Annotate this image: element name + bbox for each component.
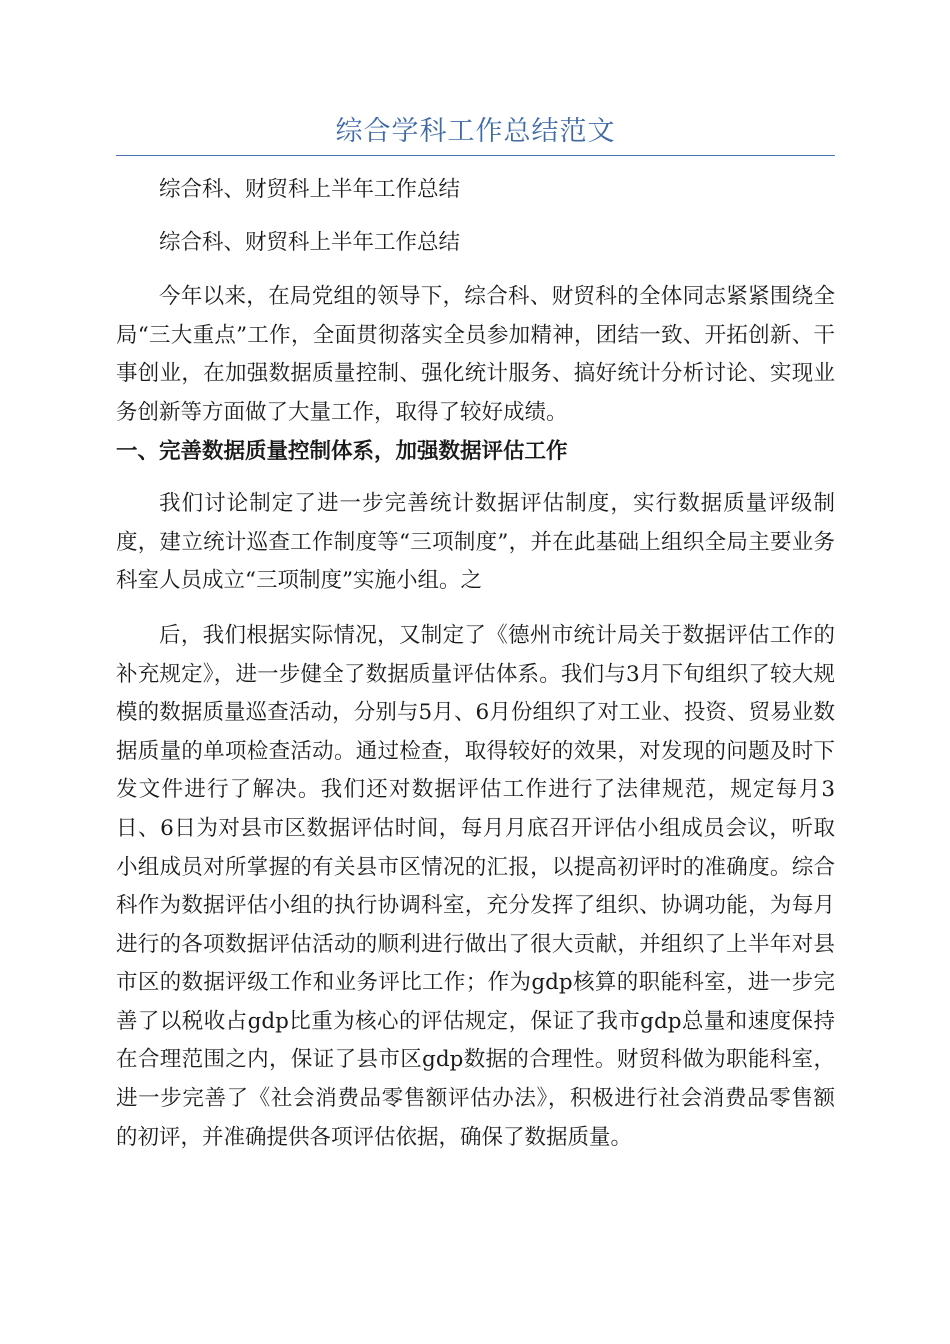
section-heading-1: 一、完善数据质量控制体系，加强数据评估工作 xyxy=(116,438,568,464)
paragraph-section1-part1: 我们讨论制定了进一步完善统计数据评估制度，实行数据质量评级制度，建立统计巡查工作制度等“三项制度”，并在此基础上组织全局主要业务科室人员成立“三项制度”实施小组。之 xyxy=(116,491,835,594)
paragraph-section1-part2: 后，我们根据实际情况，又制定了《德州市统计局关于数据评估工作的补充规定》，进一步健全了数据质量评估体系。我们与3月下旬组织了较大规模的数据质量巡查活动，分别与5月、6月份组织了对工业、投资、贸易业数据质量的单项检查活动。通过检查，取得较好的效果，对发现的问题及时下发文件进行了解决。我们还对数据评估工作进行了法律规范，规定每月3日、6日为对县市区数据评估时间，每月月底召开评估小组成员会议，听取小组成员对所掌握的有关县市区情况的汇报，以提高初评时的准确度。综合科作为数据评估小组的执行协调科室，充分发挥了组织、协调功能，为每月进行的各项数据评估活动的顺利进行做出了很大贡献，并组织了上半年对县市区的数据评级工作和业务评比工作；作为gdp核算的职能科室，进一步完善了以税收占gdp比重为核心的评估规定，保证了我市gdp总量和速度保持在合理范围之内，保证了县市区gdp数据的合理性。财贸科做为职能科室，进一步完善了《社会消费品零售额评估办法》，积极进行社会消费品零售额的初评，并准确提供各项评估依据，确保了数据质量。 xyxy=(116,622,835,1150)
title-underline xyxy=(116,155,835,156)
paragraph-intro: 今年以来，在局党组的领导下，综合科、财贸科的全体同志紧紧围绕全局“三大重点”工作，全面贯彻落实全员参加精神，团结一致、开拓创新、干事创业，在加强数据质量控制、强化统计服务、搞好统计分析讨论、实现业务创新等方面做了大量工作，取得了较好成绩。 xyxy=(116,284,835,425)
paragraph-subtitle-1: 综合科、财贸科上半年工作总结 xyxy=(159,177,461,202)
paragraph-subtitle-2: 综合科、财贸科上半年工作总结 xyxy=(159,229,461,255)
document-title: 综合学科工作总结范文 xyxy=(335,116,616,147)
document-body xyxy=(116,171,835,1157)
